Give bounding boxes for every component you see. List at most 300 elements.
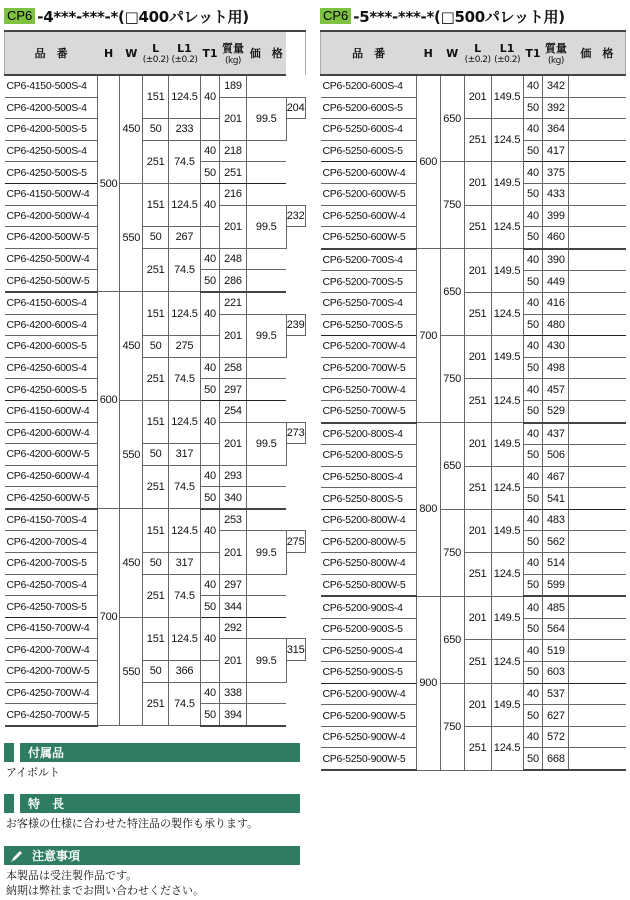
- l1-cell: 124.5: [169, 75, 201, 119]
- header-l: L (±0.2): [464, 31, 491, 75]
- price-cell: [246, 617, 286, 639]
- price-cell: [569, 162, 626, 184]
- mass-cell: 275: [286, 531, 305, 553]
- width-cell: 650: [440, 75, 464, 162]
- price-cell: [569, 292, 626, 314]
- mass-cell: 392: [543, 97, 569, 119]
- mass-cell: 449: [543, 271, 569, 293]
- width-cell: 750: [440, 162, 464, 249]
- header-price: 価 格: [569, 31, 626, 75]
- mass-cell: 541: [543, 488, 569, 510]
- price-cell: [569, 205, 626, 227]
- mass-cell: 668: [543, 748, 569, 770]
- pencil-icon: [8, 849, 26, 863]
- t1-cell: 50: [523, 445, 543, 467]
- height-cell: 900: [416, 596, 440, 770]
- t1-cell: 50: [523, 705, 543, 727]
- table-row: [321, 553, 626, 575]
- price-cell: [305, 97, 306, 119]
- mass-cell: 189: [220, 75, 246, 97]
- t1-cell: 40: [200, 75, 220, 119]
- length-cell: 201: [464, 75, 491, 119]
- l1-cell: 74.5: [169, 682, 201, 726]
- part-number-cell: CP6-5200-800W-4: [321, 509, 417, 531]
- length-cell: 251: [143, 574, 169, 617]
- part-number-cell: CP6-5250-700S-4: [321, 292, 417, 314]
- table-row: [5, 183, 306, 205]
- part-number-cell: CP6-5250-700W-4: [321, 379, 417, 401]
- width-cell: 750: [440, 336, 464, 423]
- part-number-cell: CP6-4200-700S-4: [5, 531, 98, 553]
- table-row: [321, 249, 626, 271]
- t1-cell: 40: [523, 466, 543, 488]
- height-cell: 500: [97, 75, 120, 292]
- part-number-cell: CP6-4200-700W-5: [5, 661, 98, 683]
- price-cell: [569, 596, 626, 618]
- series-badge: CP6: [4, 8, 35, 24]
- price-cell: [305, 531, 306, 553]
- table-row: [321, 640, 626, 662]
- mass-cell: 599: [543, 574, 569, 596]
- part-number-cell: CP6-4200-700W-4: [5, 639, 98, 661]
- price-cell: [569, 249, 626, 271]
- l1-cell: 149.5: [491, 75, 523, 119]
- part-number-cell: CP6-5200-900W-5: [321, 705, 417, 727]
- features-section: [4, 794, 300, 832]
- part-number-cell: CP6-4200-700S-5: [5, 553, 98, 575]
- part-number-cell: CP6-5250-900W-5: [321, 748, 417, 770]
- header-price: 価 格: [246, 31, 286, 75]
- mass-cell: 437: [543, 423, 569, 445]
- part-number-cell: CP6-4150-500W-4: [5, 183, 98, 205]
- t1-cell: 40: [523, 162, 543, 184]
- part-number-cell: CP6-5200-800W-5: [321, 531, 417, 553]
- t1-cell: 40: [200, 183, 220, 226]
- length-cell: 201: [220, 205, 246, 248]
- mass-cell: 417: [543, 140, 569, 162]
- price-cell: [246, 596, 286, 618]
- length-cell: 251: [143, 682, 169, 726]
- part-number-cell: CP6-5200-900S-5: [321, 618, 417, 640]
- part-number-cell: CP6-4250-700S-5: [5, 596, 98, 618]
- price-cell: [569, 618, 626, 640]
- mass-cell: 485: [543, 596, 569, 618]
- part-number-cell: CP6-5250-800S-5: [321, 488, 417, 510]
- mass-cell: 366: [169, 661, 201, 683]
- price-cell: [200, 661, 220, 683]
- part-number-cell: CP6-5250-900S-5: [321, 662, 417, 684]
- table-row: [321, 423, 626, 445]
- l1-cell: 74.5: [169, 465, 201, 509]
- price-cell: [246, 357, 286, 379]
- mass-cell: 232: [286, 205, 305, 227]
- part-number-cell: CP6-4250-600W-4: [5, 465, 98, 487]
- length-cell: 251: [464, 726, 491, 770]
- part-number-cell: CP6-5250-700S-5: [321, 314, 417, 336]
- part-number-cell: CP6-5250-600S-4: [321, 119, 417, 141]
- part-number-cell: CP6-4200-600W-4: [5, 422, 98, 444]
- price-cell: [200, 444, 220, 466]
- l1-cell: 99.5: [246, 314, 286, 357]
- price-cell: [569, 314, 626, 336]
- price-cell: [569, 445, 626, 467]
- length-cell: 151: [143, 183, 169, 226]
- mass-cell: 483: [543, 509, 569, 531]
- part-number-cell: CP6-5250-600W-5: [321, 227, 417, 249]
- mass-cell: 267: [169, 227, 201, 249]
- table-row: [321, 466, 626, 488]
- length-cell: 201: [464, 423, 491, 467]
- price-cell: [246, 162, 286, 184]
- length-cell: 251: [143, 140, 169, 183]
- l1-cell: 99.5: [246, 205, 286, 248]
- price-cell: [246, 487, 286, 509]
- series-badge: CP6: [320, 8, 351, 24]
- width-cell: 650: [440, 423, 464, 510]
- length-cell: 201: [220, 314, 246, 357]
- height-cell: 700: [97, 509, 120, 726]
- t1-cell: 40: [200, 574, 220, 596]
- mass-cell: 254: [220, 400, 246, 422]
- l1-cell: 124.5: [169, 509, 201, 553]
- l1-cell: 99.5: [246, 639, 286, 682]
- mass-cell: 315: [286, 639, 305, 661]
- part-number-cell: CP6-4250-700W-5: [5, 704, 98, 726]
- l1-cell: 124.5: [491, 205, 523, 249]
- mass-cell: 293: [220, 465, 246, 487]
- t1-cell: 50: [523, 183, 543, 205]
- header-w: W: [120, 31, 143, 75]
- part-number-cell: CP6-5200-700S-5: [321, 271, 417, 293]
- t1-cell: 40: [523, 379, 543, 401]
- price-cell: [569, 705, 626, 727]
- mass-cell: 529: [543, 400, 569, 422]
- table-row: [5, 617, 306, 639]
- table-row: [5, 75, 306, 97]
- price-cell: [569, 183, 626, 205]
- mass-cell: 273: [286, 422, 305, 444]
- price-cell: [200, 336, 220, 358]
- part-number-cell: CP6-5250-800W-5: [321, 574, 417, 596]
- l1-cell: 124.5: [491, 466, 523, 509]
- length-cell: 151: [143, 292, 169, 336]
- price-cell: [305, 422, 306, 444]
- mass-cell: 399: [543, 205, 569, 227]
- part-number-cell: CP6-5200-800S-5: [321, 445, 417, 467]
- t1-cell: 40: [523, 640, 543, 662]
- t1-cell: 40: [200, 617, 220, 660]
- l1-cell: 149.5: [491, 683, 523, 726]
- length-cell: 251: [143, 248, 169, 292]
- mass-cell: 317: [169, 444, 201, 466]
- table-row: [5, 574, 306, 596]
- t1-cell: 50: [143, 661, 169, 683]
- mass-cell: 239: [286, 314, 305, 336]
- price-cell: [200, 553, 220, 575]
- mass-cell: 467: [543, 466, 569, 488]
- length-cell: 201: [464, 683, 491, 726]
- header-w: W: [440, 31, 464, 75]
- header-name: 品 番: [321, 31, 417, 75]
- part-number-cell: CP6-5200-800S-4: [321, 423, 417, 445]
- t1-cell: 50: [523, 97, 543, 119]
- spec-table: [4, 30, 306, 727]
- width-cell: 650: [440, 249, 464, 336]
- part-number-cell: CP6-4250-700W-4: [5, 682, 98, 704]
- price-cell: [246, 75, 286, 97]
- spec-table: [320, 30, 626, 771]
- part-number-cell: CP6-5200-600W-5: [321, 183, 417, 205]
- table-row: [5, 357, 306, 379]
- l1-cell: 99.5: [246, 97, 286, 140]
- price-cell: [569, 531, 626, 553]
- mass-cell: 364: [543, 119, 569, 141]
- l1-cell: 124.5: [491, 640, 523, 683]
- mass-cell: 221: [220, 292, 246, 314]
- table-500-pallet: [320, 6, 626, 771]
- mass-cell: 562: [543, 531, 569, 553]
- table-row: [5, 682, 306, 704]
- width-cell: 450: [120, 75, 143, 183]
- length-cell: 151: [143, 509, 169, 553]
- part-number-cell: CP6-4250-500S-5: [5, 162, 98, 184]
- table-row: [5, 465, 306, 487]
- part-number-cell: CP6-4250-700S-4: [5, 574, 98, 596]
- height-cell: 600: [416, 75, 440, 249]
- mass-cell: 340: [220, 487, 246, 509]
- table-row: [321, 119, 626, 141]
- length-cell: 201: [464, 162, 491, 205]
- t1-cell: 50: [200, 704, 220, 726]
- l1-cell: 124.5: [169, 292, 201, 336]
- price-cell: [569, 97, 626, 119]
- t1-cell: 50: [200, 487, 220, 509]
- part-number-cell: CP6-4150-700S-4: [5, 509, 98, 531]
- mass-cell: 317: [169, 553, 201, 575]
- table-row: [5, 140, 306, 162]
- header-l: L (±0.2): [143, 31, 169, 75]
- mass-cell: 564: [543, 618, 569, 640]
- price-cell: [569, 553, 626, 575]
- table-row: [321, 683, 626, 705]
- part-number-cell: CP6-5250-600W-4: [321, 205, 417, 227]
- l1-cell: 149.5: [491, 423, 523, 467]
- mass-cell: 514: [543, 553, 569, 575]
- table-row: [321, 75, 626, 97]
- l1-cell: 124.5: [491, 726, 523, 770]
- table-400-pallet: [4, 6, 306, 727]
- mass-cell: 275: [169, 336, 201, 358]
- length-cell: 251: [464, 119, 491, 162]
- mass-cell: 338: [220, 682, 246, 704]
- mass-cell: 204: [286, 97, 305, 119]
- l1-cell: 74.5: [169, 357, 201, 400]
- t1-cell: 50: [523, 227, 543, 249]
- mass-cell: 297: [220, 574, 246, 596]
- mass-cell: 216: [220, 183, 246, 205]
- table-row: [5, 400, 306, 422]
- t1-cell: 40: [523, 423, 543, 445]
- part-number-cell: CP6-4200-600W-5: [5, 444, 98, 466]
- length-cell: 201: [464, 249, 491, 293]
- header-l1: L1 (±0.2): [169, 31, 201, 75]
- t1-cell: 40: [200, 682, 220, 704]
- section-title: 特 長: [28, 797, 65, 811]
- price-cell: [246, 379, 286, 401]
- header-t1: T1: [523, 31, 543, 75]
- l1-cell: 149.5: [491, 509, 523, 552]
- price-cell: [305, 205, 306, 227]
- t1-cell: 50: [143, 119, 169, 141]
- length-cell: 251: [464, 553, 491, 597]
- l1-cell: 149.5: [491, 596, 523, 640]
- price-cell: [200, 119, 220, 141]
- length-cell: 201: [464, 596, 491, 640]
- header-mass: 質量 (kg): [543, 31, 569, 75]
- price-cell: [569, 726, 626, 748]
- accessories-section: [4, 743, 300, 781]
- price-cell: [569, 119, 626, 141]
- table-row: [5, 509, 306, 531]
- width-cell: 750: [440, 509, 464, 596]
- length-cell: 251: [464, 379, 491, 423]
- table-row: [321, 509, 626, 531]
- length-cell: 201: [464, 509, 491, 552]
- part-number-cell: CP6-5200-700S-4: [321, 249, 417, 271]
- l1-cell: 124.5: [169, 183, 201, 226]
- table-title-text: -5***-***-*(□500パレット用): [353, 7, 565, 26]
- length-cell: 251: [143, 357, 169, 400]
- price-cell: [569, 423, 626, 445]
- price-cell: [246, 248, 286, 270]
- t1-cell: 40: [200, 140, 220, 162]
- t1-cell: 40: [200, 400, 220, 443]
- t1-cell: 50: [523, 662, 543, 684]
- t1-cell: 50: [523, 140, 543, 162]
- part-number-cell: CP6-4150-600W-4: [5, 400, 98, 422]
- price-cell: [569, 509, 626, 531]
- t1-cell: 50: [200, 596, 220, 618]
- part-number-cell: CP6-5250-700W-5: [321, 400, 417, 422]
- part-number-cell: CP6-4200-500W-4: [5, 205, 98, 227]
- t1-cell: 50: [143, 553, 169, 575]
- table-row: [321, 292, 626, 314]
- price-cell: [246, 509, 286, 531]
- t1-cell: 40: [523, 509, 543, 531]
- t1-cell: 40: [523, 726, 543, 748]
- price-cell: [246, 270, 286, 292]
- t1-cell: 40: [200, 248, 220, 270]
- part-number-cell: CP6-5250-800S-4: [321, 466, 417, 488]
- price-cell: [569, 683, 626, 705]
- l1-cell: 124.5: [491, 553, 523, 597]
- notes-section: [4, 846, 300, 898]
- length-cell: 251: [464, 292, 491, 335]
- price-cell: [246, 140, 286, 162]
- table-title-text: -4***-***-*(□400パレット用): [37, 7, 249, 26]
- price-cell: [305, 639, 306, 661]
- price-cell: [569, 574, 626, 596]
- mass-cell: 627: [543, 705, 569, 727]
- t1-cell: 40: [523, 249, 543, 271]
- part-number-cell: CP6-4150-700W-4: [5, 617, 98, 639]
- price-cell: [569, 466, 626, 488]
- t1-cell: 50: [523, 314, 543, 336]
- t1-cell: 50: [523, 531, 543, 553]
- mass-cell: 292: [220, 617, 246, 639]
- mass-cell: 286: [220, 270, 246, 292]
- table-row: [321, 162, 626, 184]
- price-cell: [305, 314, 306, 336]
- mass-cell: 233: [169, 119, 201, 141]
- part-number-cell: CP6-5250-600S-5: [321, 140, 417, 162]
- part-number-cell: CP6-4200-500S-4: [5, 97, 98, 119]
- price-cell: [569, 336, 626, 358]
- height-cell: 700: [416, 249, 440, 423]
- table-row: [321, 336, 626, 358]
- price-cell: [246, 292, 286, 314]
- section-body: お客様の仕様に合わせた特注品の製作も承ります。: [6, 817, 259, 830]
- part-number-cell: CP6-5250-800W-4: [321, 553, 417, 575]
- part-number-cell: CP6-5200-900W-4: [321, 683, 417, 705]
- price-cell: [569, 640, 626, 662]
- width-cell: 550: [120, 183, 143, 291]
- part-number-cell: CP6-5250-900S-4: [321, 640, 417, 662]
- part-number-cell: CP6-4250-600S-4: [5, 357, 98, 379]
- t1-cell: 40: [523, 336, 543, 358]
- mass-cell: 460: [543, 227, 569, 249]
- height-cell: 600: [97, 292, 120, 509]
- mass-cell: 390: [543, 249, 569, 271]
- table-row: [321, 726, 626, 748]
- table-row: [321, 379, 626, 401]
- mass-cell: 375: [543, 162, 569, 184]
- part-number-cell: CP6-4200-600S-4: [5, 314, 98, 336]
- price-cell: [246, 574, 286, 596]
- length-cell: 201: [220, 531, 246, 574]
- length-cell: 201: [220, 639, 246, 682]
- table-row: [321, 205, 626, 227]
- section-body: アイボルト: [6, 766, 61, 779]
- t1-cell: 50: [523, 400, 543, 422]
- t1-cell: 50: [523, 488, 543, 510]
- part-number-cell: CP6-5200-700W-5: [321, 357, 417, 379]
- mass-cell: 251: [220, 162, 246, 184]
- t1-cell: 50: [523, 574, 543, 596]
- header-h: H: [416, 31, 440, 75]
- t1-cell: 40: [200, 465, 220, 487]
- mass-cell: 344: [220, 596, 246, 618]
- l1-cell: 149.5: [491, 249, 523, 293]
- l1-cell: 74.5: [169, 248, 201, 292]
- table-row: [5, 292, 306, 314]
- l1-cell: 99.5: [246, 531, 286, 574]
- price-cell: [569, 357, 626, 379]
- length-cell: 151: [143, 400, 169, 443]
- t1-cell: 50: [200, 270, 220, 292]
- mass-cell: 480: [543, 314, 569, 336]
- l1-cell: 124.5: [169, 400, 201, 443]
- t1-cell: 50: [143, 444, 169, 466]
- t1-cell: 40: [200, 292, 220, 336]
- part-number-cell: CP6-5200-600S-5: [321, 97, 417, 119]
- price-cell: [569, 379, 626, 401]
- t1-cell: 40: [523, 75, 543, 97]
- mass-cell: 572: [543, 726, 569, 748]
- price-cell: [200, 227, 220, 249]
- section-body: 本製品は受注製作品です。 納期は弊社までお問い合わせください。: [6, 869, 204, 897]
- t1-cell: 40: [200, 357, 220, 379]
